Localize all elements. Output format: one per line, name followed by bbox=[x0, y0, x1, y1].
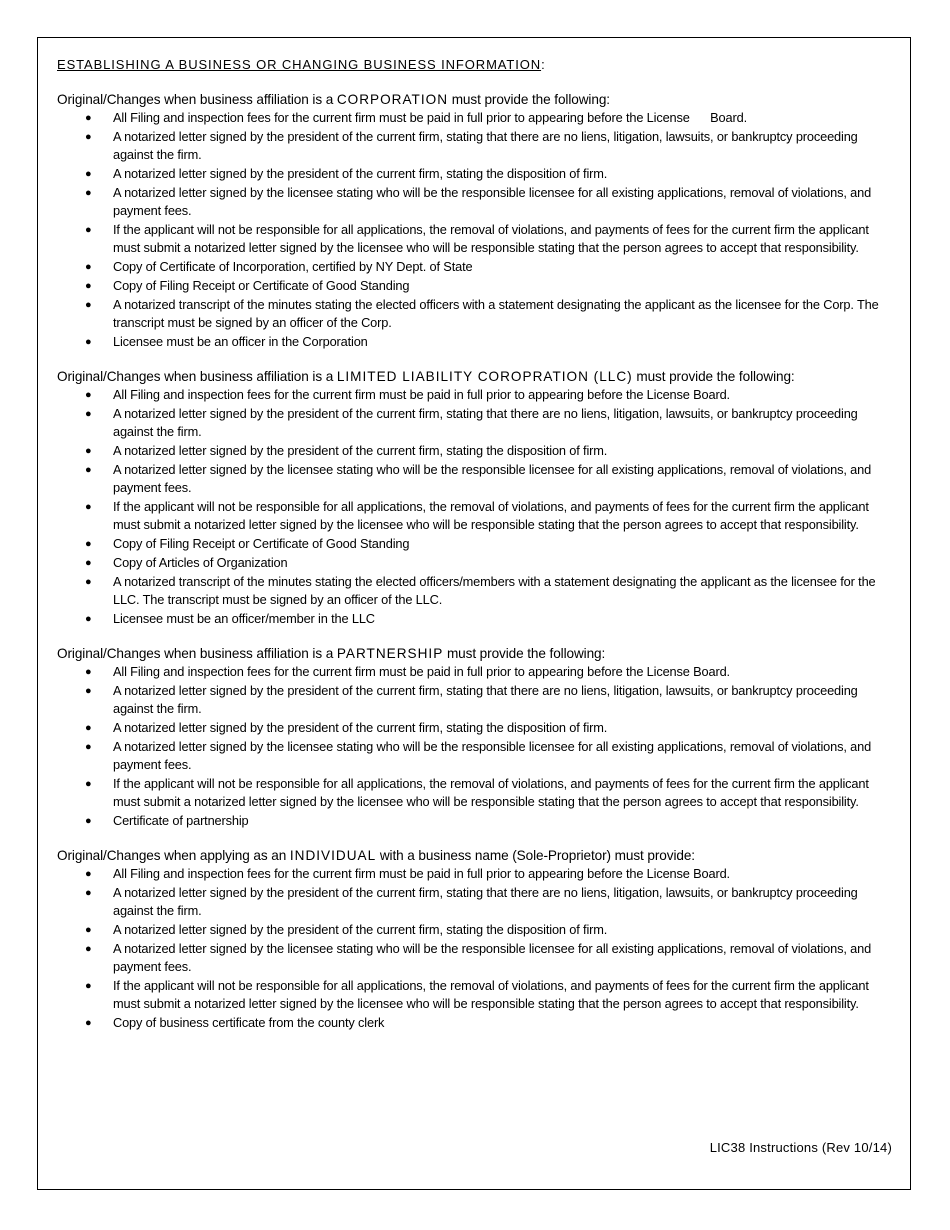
requirement-item bbox=[57, 663, 895, 681]
requirement-item bbox=[57, 277, 895, 295]
requirement-item bbox=[57, 719, 895, 737]
requirement-item bbox=[57, 258, 895, 276]
requirement-item bbox=[57, 921, 895, 939]
requirement-text: Copy of Filing Receipt or Certificate of Good Standing bbox=[113, 278, 410, 293]
bullet-icon: ● bbox=[85, 980, 92, 992]
requirement-item bbox=[57, 865, 895, 883]
requirement-text: All Filing and inspection fees for the current firm must be paid in full prior to appearing before the License Board. bbox=[113, 866, 730, 881]
section-intro-suffix: must provide the following: bbox=[448, 92, 610, 107]
requirement-text: Certificate of partnership bbox=[113, 813, 249, 828]
section-intro bbox=[57, 847, 895, 864]
requirement-text: A notarized letter signed by the licensee stating who will be the responsible licensee for all existing applications, removal of violations, and payment fees. bbox=[113, 941, 875, 974]
document-frame bbox=[37, 37, 911, 1190]
bullet-icon: ● bbox=[85, 168, 92, 180]
bullet-icon: ● bbox=[85, 261, 92, 273]
section-intro-suffix: must provide the following: bbox=[443, 646, 606, 661]
requirement-text: All Filing and inspection fees for the current firm must be paid in full prior to appearing before the License Board. bbox=[113, 664, 730, 679]
section-intro-prefix: Original/Changes when applying as an bbox=[57, 848, 290, 863]
requirement-item bbox=[57, 977, 895, 1013]
requirement-item bbox=[57, 461, 895, 497]
document-heading bbox=[57, 56, 895, 73]
requirement-text: A notarized letter signed by the president of the current firm, stating that there are no liens, litigation, lawsuits, or bankruptcy proceeding against the firm. bbox=[113, 406, 862, 439]
bullet-icon: ● bbox=[85, 445, 92, 457]
section-intro-prefix: Original/Changes when business affiliation is a bbox=[57, 92, 337, 107]
requirement-text: Copy of Filing Receipt or Certificate of Good Standing bbox=[113, 536, 410, 551]
requirement-item bbox=[57, 682, 895, 718]
bullet-icon: ● bbox=[85, 1017, 92, 1029]
requirement-item bbox=[57, 610, 895, 628]
requirement-item bbox=[57, 296, 895, 332]
bullet-icon: ● bbox=[85, 685, 92, 697]
requirement-item bbox=[57, 221, 895, 257]
requirement-item bbox=[57, 775, 895, 811]
document-content bbox=[57, 56, 895, 1049]
requirement-item bbox=[57, 1014, 895, 1032]
requirement-text: A notarized letter signed by the president of the current firm, stating the disposition of firm. bbox=[113, 720, 608, 735]
bullet-icon: ● bbox=[85, 924, 92, 936]
section-entity-type: CORPORATION bbox=[336, 92, 449, 107]
requirement-text: Copy of business certificate from the county clerk bbox=[113, 1015, 385, 1030]
requirement-list bbox=[57, 663, 895, 830]
requirement-item bbox=[57, 165, 895, 183]
section-entity-type: LIMITED LIABILITY COROPRATION (LLC) bbox=[336, 369, 633, 384]
requirement-item bbox=[57, 884, 895, 920]
bullet-icon: ● bbox=[85, 408, 92, 420]
requirement-text: A notarized letter signed by the president of the current firm, stating that there are no liens, litigation, lawsuits, or bankruptcy proceeding against the firm. bbox=[113, 129, 862, 162]
bullet-icon: ● bbox=[85, 557, 92, 569]
bullet-icon: ● bbox=[85, 815, 92, 827]
requirement-text: A notarized letter signed by the licensee stating who will be the responsible licensee for all existing applications, removal of violations, and payment fees. bbox=[113, 739, 875, 772]
requirement-item bbox=[57, 738, 895, 774]
requirement-text: If the applicant will not be responsible for all applications, the removal of violations, and payments of fees for the current firm the applicant must submit a notarized letter signed by the licensee who will be responsible stating that the person agrees to accept that responsibility. bbox=[113, 499, 873, 532]
requirement-text: A notarized letter signed by the president of the current firm, stating that there are no liens, litigation, lawsuits, or bankruptcy proceeding against the firm. bbox=[113, 885, 862, 918]
bullet-icon: ● bbox=[85, 464, 92, 476]
requirement-text: If the applicant will not be responsible for all applications, the removal of violations, and payments of fees for the current firm the applicant must submit a notarized letter signed by the licensee who will be responsible stating that the person agrees to accept that responsibility. bbox=[113, 776, 873, 809]
bullet-icon: ● bbox=[85, 722, 92, 734]
document-heading-colon: : bbox=[541, 57, 546, 72]
requirement-text: A notarized letter signed by the president of the current firm, stating that there are no liens, litigation, lawsuits, or bankruptcy proceeding against the firm. bbox=[113, 683, 862, 716]
requirement-text: A notarized letter signed by the president of the current firm, stating the disposition of firm. bbox=[113, 443, 608, 458]
bullet-icon: ● bbox=[85, 336, 92, 348]
requirement-text: Copy of Articles of Organization bbox=[113, 555, 288, 570]
section-partnership bbox=[57, 645, 895, 830]
section-intro-suffix: with a business name (Sole-Proprietor) must provide: bbox=[376, 848, 695, 863]
requirement-text: A notarized transcript of the minutes stating the elected officers with a statement designating the applicant as the licensee for the Corp. The transcript must be signed by an officer of the Corp. bbox=[113, 297, 882, 330]
bullet-icon: ● bbox=[85, 868, 92, 880]
requirement-text: A notarized transcript of the minutes stating the elected officers/members with a statement designating the applicant as the licensee for the LLC. The transcript must be signed by an officer of the LLC. bbox=[113, 574, 879, 607]
bullet-icon: ● bbox=[85, 741, 92, 753]
section-llc bbox=[57, 368, 895, 628]
requirement-item bbox=[57, 128, 895, 164]
form-id-footer: LIC38 Instructions (Rev 10/14) bbox=[709, 1140, 892, 1155]
section-intro bbox=[57, 91, 895, 108]
section-entity-type: INDIVIDUAL bbox=[289, 848, 377, 863]
requirement-item bbox=[57, 573, 895, 609]
bullet-icon: ● bbox=[85, 280, 92, 292]
requirement-item bbox=[57, 333, 895, 351]
bullet-icon: ● bbox=[85, 187, 92, 199]
requirement-text: A notarized letter signed by the president of the current firm, stating the disposition of firm. bbox=[113, 166, 608, 181]
requirement-text: A notarized letter signed by the licensee stating who will be the responsible licensee for all existing applications, removal of violations, and payment fees. bbox=[113, 185, 875, 218]
document-heading-title: ESTABLISHING A BUSINESS OR CHANGING BUSINESS INFORMATION bbox=[57, 57, 542, 72]
requirement-list bbox=[57, 865, 895, 1032]
section-intro-prefix: Original/Changes when business affiliation is a bbox=[57, 369, 337, 384]
requirement-text: If the applicant will not be responsible for all applications, the removal of violations, and payments of fees for the current firm the applicant must submit a notarized letter signed by the licensee who will be responsible stating that the person agrees to accept that responsibility. bbox=[113, 222, 873, 255]
requirement-item bbox=[57, 940, 895, 976]
requirement-sections bbox=[57, 91, 895, 1032]
bullet-icon: ● bbox=[85, 778, 92, 790]
requirement-item bbox=[57, 498, 895, 534]
requirement-item bbox=[57, 812, 895, 830]
requirement-text: Licensee must be an officer in the Corporation bbox=[113, 334, 368, 349]
requirement-item bbox=[57, 405, 895, 441]
bullet-icon: ● bbox=[85, 501, 92, 513]
section-intro-prefix: Original/Changes when business affiliation is a bbox=[57, 646, 337, 661]
requirement-text: Copy of Certificate of Incorporation, certified by NY Dept. of State bbox=[113, 259, 473, 274]
section-intro bbox=[57, 645, 895, 662]
bullet-icon: ● bbox=[85, 887, 92, 899]
bullet-icon: ● bbox=[85, 576, 92, 588]
bullet-icon: ● bbox=[85, 224, 92, 236]
requirement-item bbox=[57, 442, 895, 460]
requirement-item bbox=[57, 386, 895, 404]
section-intro bbox=[57, 368, 895, 385]
requirement-text: All Filing and inspection fees for the current firm must be paid in full prior to appearing before the License Board. bbox=[113, 387, 730, 402]
bullet-icon: ● bbox=[85, 613, 92, 625]
requirement-item bbox=[57, 184, 895, 220]
requirement-text: A notarized letter signed by the licensee stating who will be the responsible licensee for all existing applications, removal of violations, and payment fees. bbox=[113, 462, 875, 495]
requirement-item bbox=[57, 535, 895, 553]
section-intro-suffix: must provide the following: bbox=[632, 369, 795, 384]
bullet-icon: ● bbox=[85, 538, 92, 550]
bullet-icon: ● bbox=[85, 389, 92, 401]
bullet-icon: ● bbox=[85, 666, 92, 678]
section-entity-type: PARTNERSHIP bbox=[336, 646, 444, 661]
requirement-list bbox=[57, 386, 895, 628]
requirement-text: Licensee must be an officer/member in the LLC bbox=[113, 611, 375, 626]
bullet-icon: ● bbox=[85, 299, 92, 311]
requirement-list bbox=[57, 109, 895, 351]
requirement-text: All Filing and inspection fees for the current firm must be paid in full prior to appearing before the License Board. bbox=[113, 110, 747, 125]
requirement-text: A notarized letter signed by the president of the current firm, stating the disposition of firm. bbox=[113, 922, 608, 937]
bullet-icon: ● bbox=[85, 943, 92, 955]
requirement-text: If the applicant will not be responsible for all applications, the removal of violations, and payments of fees for the current firm the applicant must submit a notarized letter signed by the licensee who will be responsible stating that the person agrees to accept that responsibility. bbox=[113, 978, 873, 1011]
section-individual bbox=[57, 847, 895, 1032]
requirement-item bbox=[57, 109, 895, 127]
bullet-icon: ● bbox=[85, 131, 92, 143]
requirement-item bbox=[57, 554, 895, 572]
section-corporation bbox=[57, 91, 895, 351]
bullet-icon: ● bbox=[85, 112, 92, 124]
